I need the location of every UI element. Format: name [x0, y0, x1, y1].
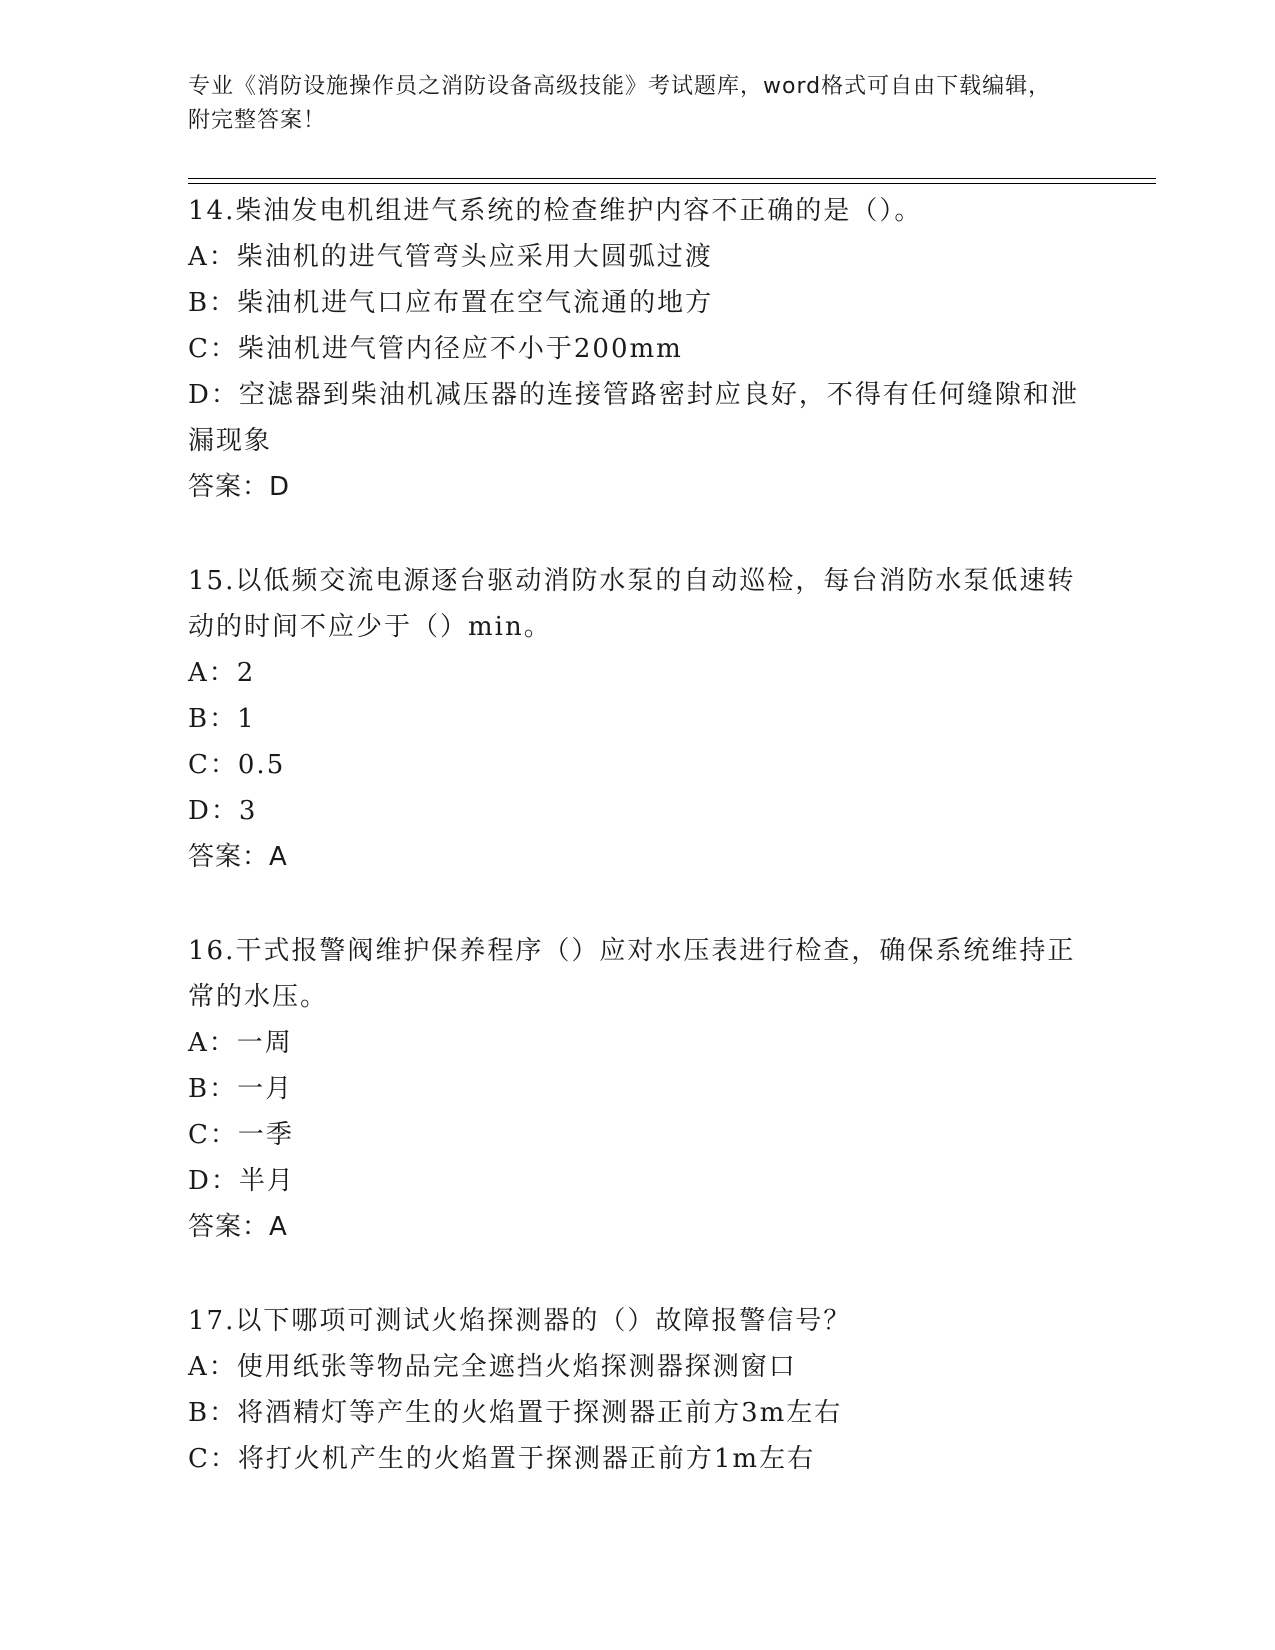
- document-header: 专业《消防设施操作员之消防设备高级技能》考试题库，word格式可自由下载编辑，附完整答案！: [188, 74, 1052, 133]
- option-d: D：空滤器到柴油机减压器的连接管路密封应良好，不得有任何缝隙和泄漏现象: [188, 380, 1079, 456]
- option-a: A：柴油机的进气管弯头应采用大圆弧过渡: [188, 242, 713, 272]
- question-block: [188, 1298, 1088, 1482]
- option-b: B：一月: [188, 1074, 294, 1104]
- question-stem: 17.以下哪项可测试火焰探测器的（）故障报警信号？: [188, 1306, 852, 1336]
- option-c: C：一季: [188, 1120, 294, 1150]
- option-b: B：1: [188, 704, 256, 734]
- question-list: [188, 188, 1088, 1530]
- question-stem: 14.柴油发电机组进气系统的检查维护内容不正确的是（）。: [188, 196, 923, 226]
- option-c: C：柴油机进气管内径应不小于200mm: [188, 334, 683, 364]
- option-c: C：将打火机产生的火焰置于探测器正前方1m左右: [188, 1444, 816, 1474]
- option-d: D：半月: [188, 1166, 295, 1196]
- header-divider-top: [188, 178, 1156, 179]
- question-block: [188, 928, 1088, 1250]
- question-stem: 15.以低频交流电源逐台驱动消防水泵的自动巡检，每台消防水泵低速转动的时间不应少于（）min。: [188, 566, 1076, 642]
- question-block: [188, 188, 1088, 510]
- option-b: B：将酒精灯等产生的火焰置于探测器正前方3m左右: [188, 1398, 843, 1428]
- option-a: A：一周: [188, 1028, 293, 1058]
- option-c: C：0.5: [188, 750, 286, 780]
- answer-line: 答案：A: [188, 842, 288, 872]
- option-b: B：柴油机进气口应布置在空气流通的地方: [188, 288, 714, 318]
- question-block: [188, 558, 1088, 880]
- answer-line: 答案：D: [188, 472, 291, 502]
- option-d: D：3: [188, 796, 258, 826]
- option-a: A：使用纸张等物品完全遮挡火焰探测器探测窗口: [188, 1352, 797, 1382]
- answer-line: 答案：A: [188, 1212, 288, 1242]
- option-a: A：2: [188, 658, 256, 688]
- header-divider-bottom: [188, 183, 1156, 184]
- question-stem: 16.干式报警阀维护保养程序（）应对水压表进行检查，确保系统维持正常的水压。: [188, 936, 1076, 1012]
